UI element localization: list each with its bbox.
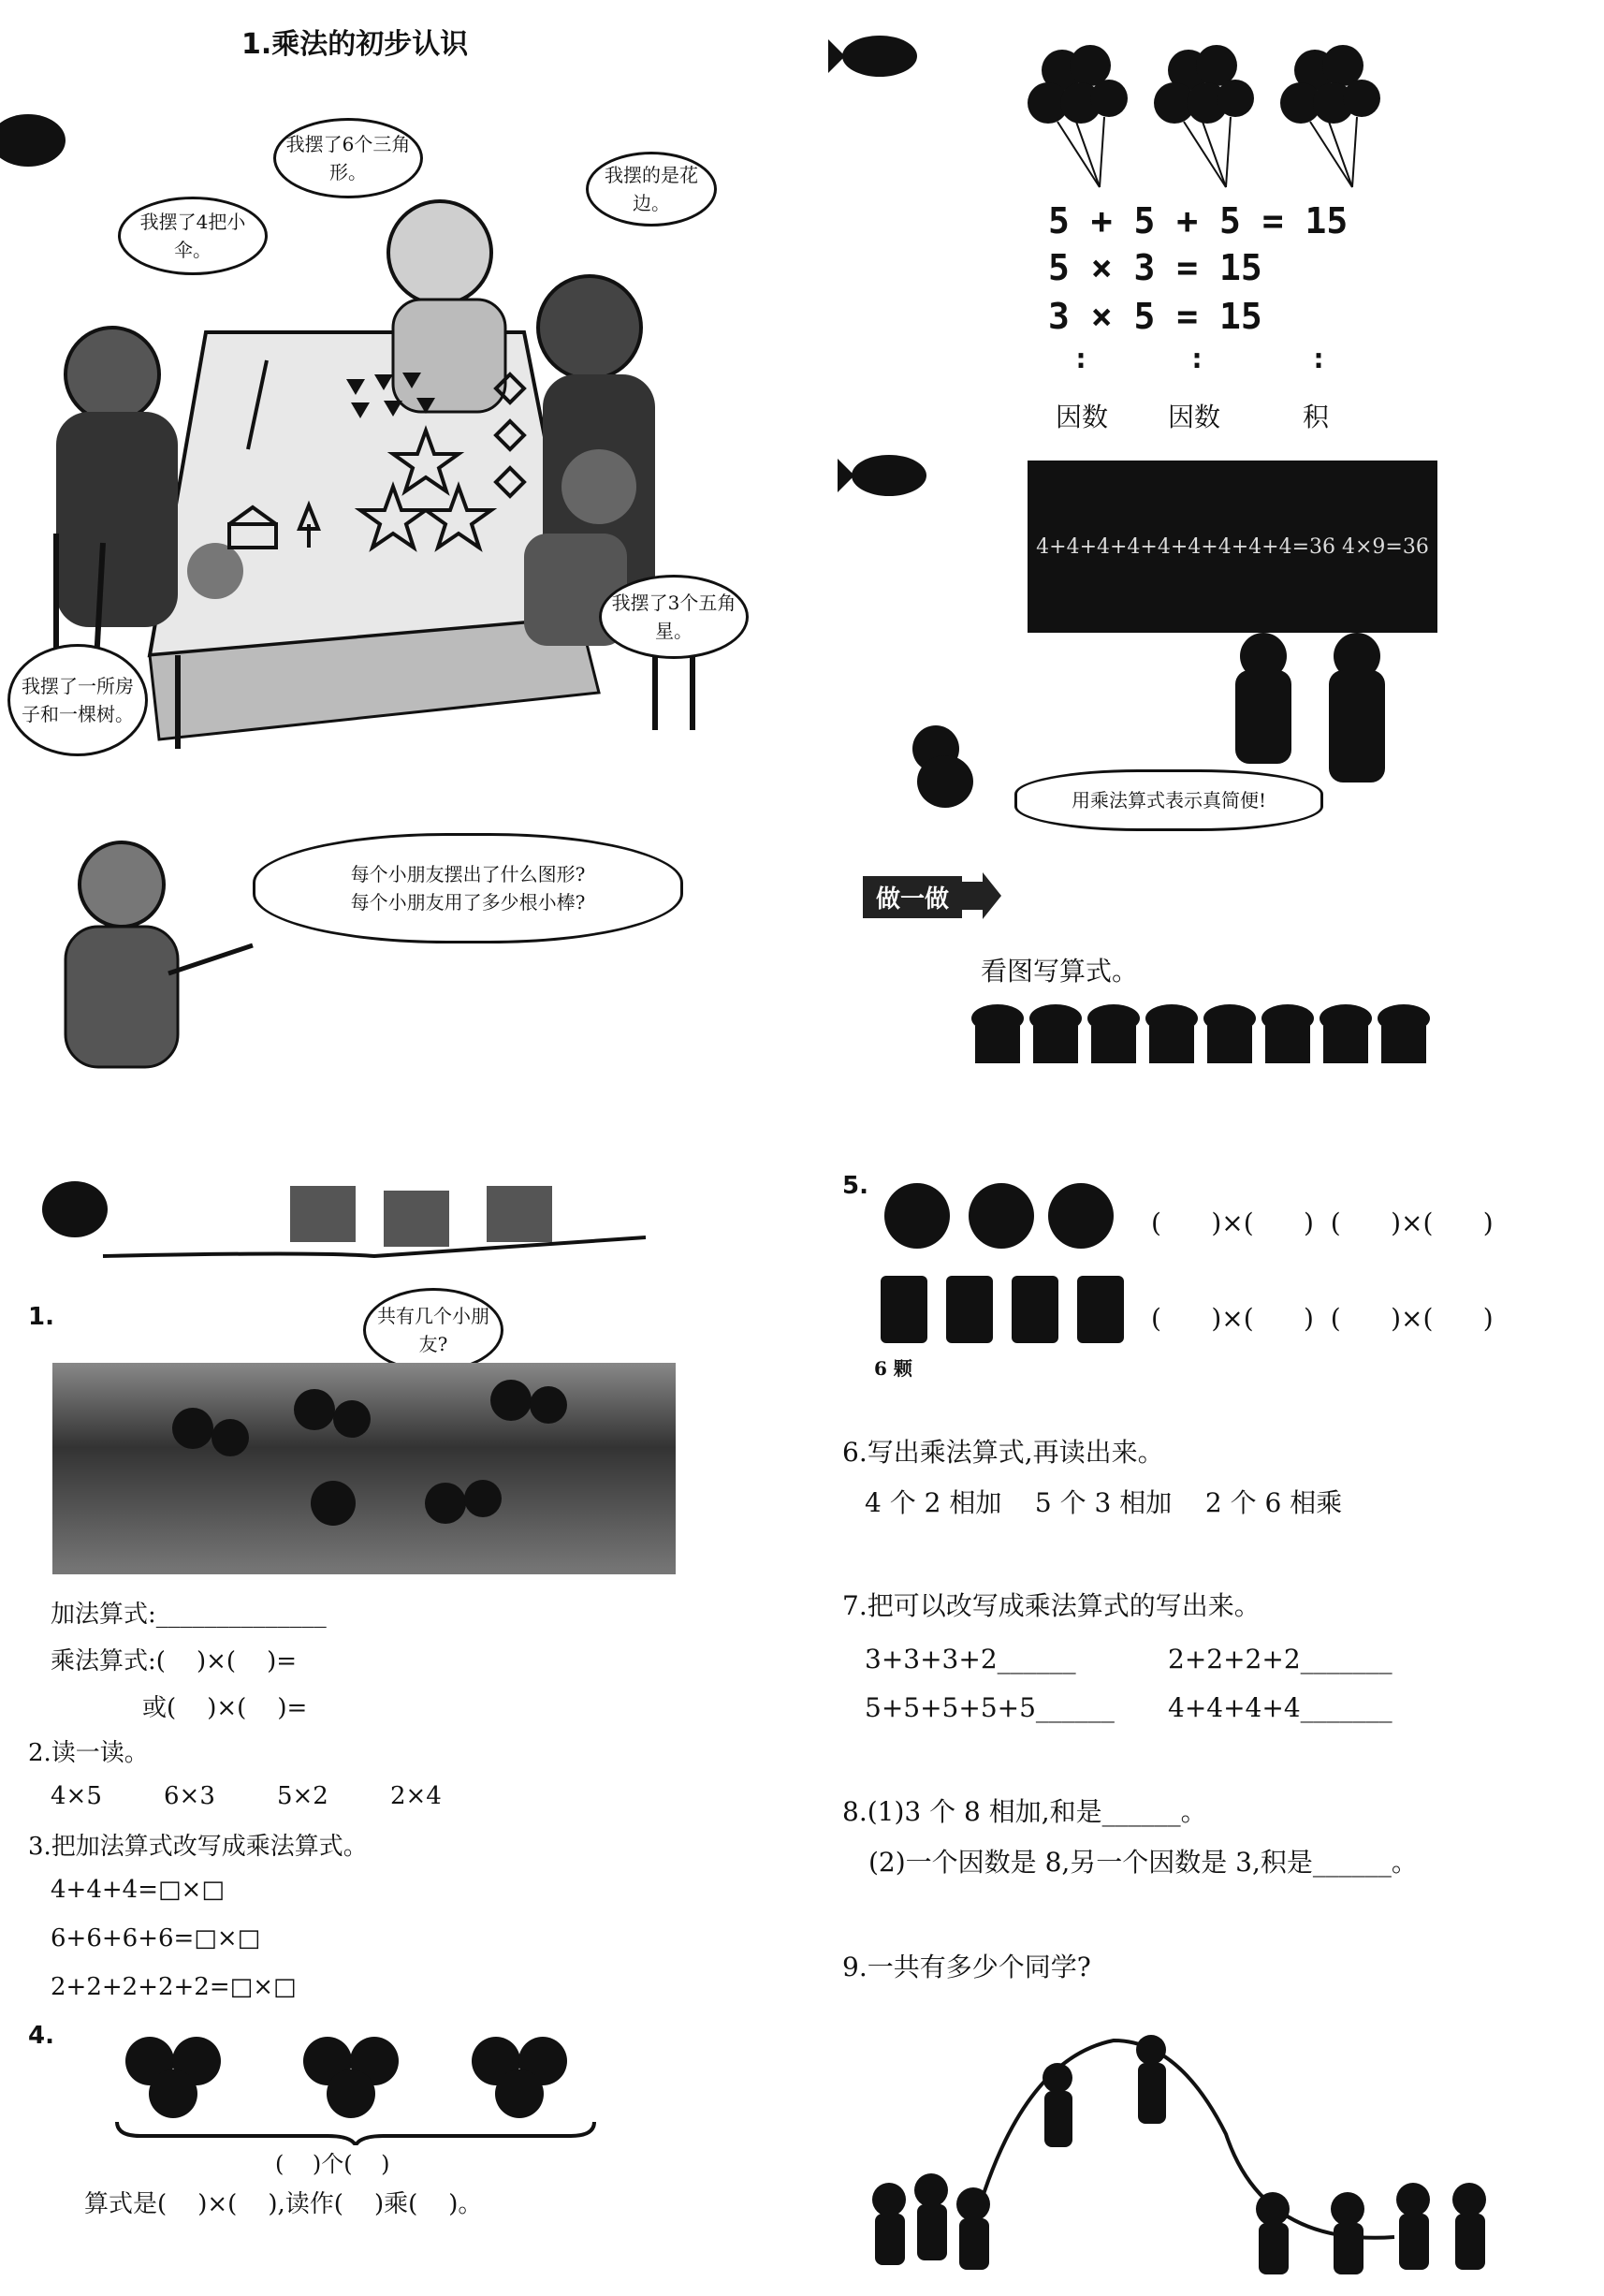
q5-line-2: ( )×( ) ( )×( ) [1151, 1303, 1494, 1334]
dots-product: : [1310, 343, 1328, 375]
q9-title: 9.一共有多少个同学? [842, 1952, 1091, 1982]
q5-number: 5. [842, 1172, 868, 1200]
q5-bag-label: 6 颗 [874, 1357, 912, 1380]
equation-multiply-1: 5 × 3 = 15 [1048, 247, 1262, 288]
q3-c: 2+2+2+2+2=□×□ [51, 1973, 297, 2001]
students-at-board [1217, 633, 1432, 782]
do-it-instruction: 看图写算式。 [981, 956, 1139, 987]
equation-multiply-2: 3 × 5 = 15 [1048, 296, 1262, 337]
blackboard: 4+4+4+4+4+4+4+4+4=36 4×9=36 [1028, 461, 1437, 633]
equation-addition: 5 + 5 + 5 = 15 [1048, 200, 1349, 241]
playground-photo [52, 1363, 676, 1574]
q4-answer: 算式是( )×( ),读作( )乘( )。 [84, 2190, 483, 2218]
dots-factor1: : [1072, 343, 1090, 375]
section-banner [37, 1163, 674, 1265]
panda-groups [112, 2024, 599, 2145]
rooster-group [880, 1164, 1123, 1258]
q1-number: 1. [28, 1303, 54, 1331]
fish-icon [828, 28, 922, 88]
bubble-triangles: 我摆了6个三角形。 [273, 118, 423, 198]
bubble-question-kids: 共有几个小朋友? [363, 1288, 503, 1372]
bubble-stars: 我摆了3个五角星。 [599, 575, 749, 659]
q6-title: 6.写出乘法算式,再读出来。 [842, 1437, 1164, 1468]
bubble-house: 我摆了一所房子和一棵树。 [7, 644, 148, 756]
q7-d: 4+4+4+4_______ [1168, 1692, 1393, 1723]
q6-items: 4 个 2 相加 5 个 3 相加 2 个 6 相乘 [865, 1487, 1343, 1518]
q2-title: 2.读一读。 [28, 1739, 149, 1767]
balloons-illustration [1015, 37, 1390, 197]
candy-bags [876, 1271, 1129, 1346]
arrow-icon [955, 872, 1001, 923]
lesson-title: 1.乘法的初步认识 [241, 28, 469, 61]
q7-title: 7.把可以改写成乘法算式的写出来。 [842, 1590, 1261, 1621]
q3-title: 3.把加法算式改写成乘法算式。 [28, 1833, 368, 1861]
bubble-flowers: 我摆的是花边。 [586, 152, 717, 227]
fish-icon [838, 447, 931, 507]
label-factor-2: 因数 [1168, 402, 1221, 432]
teacher-figure [56, 833, 262, 1076]
q4-number: 4. [28, 2022, 54, 2050]
q5-line-1: ( )×( ) ( )×( ) [1151, 1207, 1494, 1238]
bubble-teacher: 每个小朋友摆出了什么图形? 每个小朋友用了多少根小棒? [253, 833, 683, 943]
q8-b: (2)一个因数是 8,另一个因数是 3,积是______。 [868, 1847, 1418, 1878]
squirrel-icon [908, 721, 983, 818]
bubble-umbrellas: 我摆了4把小伞。 [118, 197, 268, 275]
bubble-simple: 用乘法算式表示真简便! [1014, 769, 1323, 831]
q7-c: 5+5+5+5+5______ [865, 1692, 1115, 1723]
q7-a: 3+3+3+2______ [865, 1644, 1076, 1674]
label-factor-1: 因数 [1056, 402, 1109, 432]
jellyfish-row [970, 1002, 1437, 1067]
q7-b: 2+2+2+2_______ [1168, 1644, 1393, 1674]
q2-items: 4×5 6×3 5×2 2×4 [51, 1782, 442, 1810]
jump-rope-illustration [870, 2003, 1507, 2284]
q8-a: 8.(1)3 个 8 相加,和是______。 [842, 1796, 1207, 1827]
q3-a: 4+4+4=□×□ [51, 1876, 225, 1904]
q1-multiplication: 乘法算式:( )×( )= [51, 1647, 298, 1675]
dots-factor2: : [1188, 343, 1206, 375]
q3-b: 6+6+6+6=□×□ [51, 1924, 261, 1952]
label-product: 积 [1303, 402, 1330, 432]
q4-under-brace: ( )个( ) [275, 2151, 390, 2177]
q1-or: 或( )×( )= [142, 1694, 308, 1722]
q1-addition: 加法算式:______________ [51, 1601, 327, 1629]
do-it-label: 做一做 [863, 876, 962, 918]
